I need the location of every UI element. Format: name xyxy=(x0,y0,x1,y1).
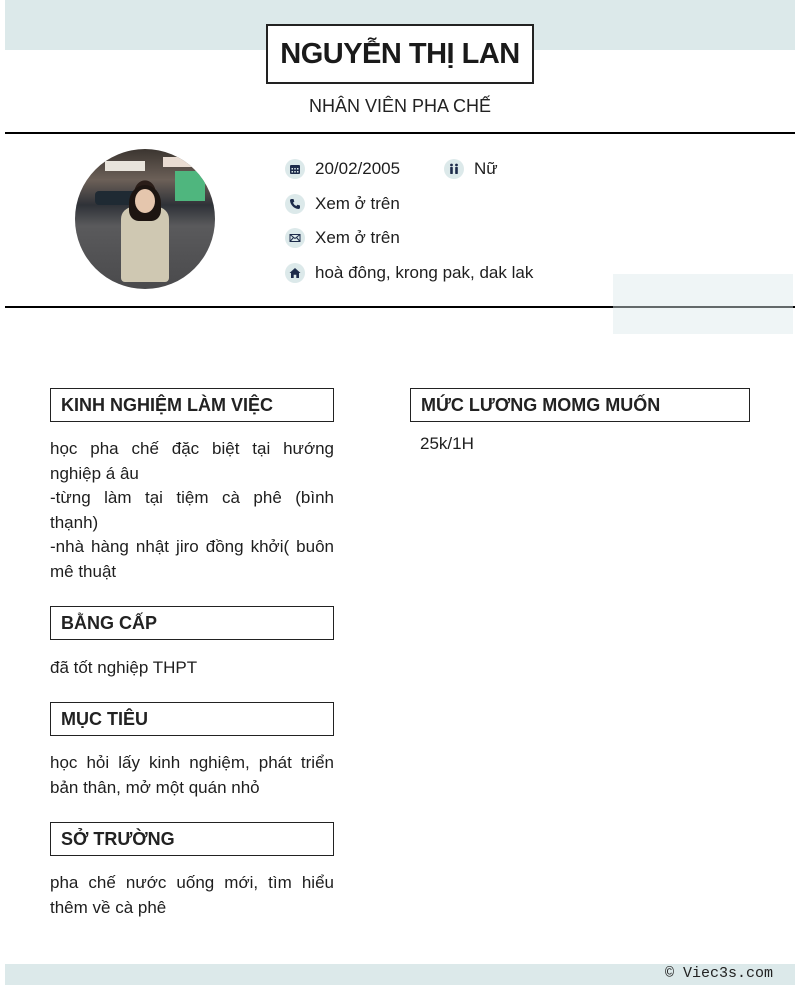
section-title-experience: KINH NGHIỆM LÀM VIỆC xyxy=(50,388,334,422)
decorative-overlay xyxy=(613,274,793,334)
section-body-strengths xyxy=(50,871,334,920)
phone-icon xyxy=(285,194,305,214)
info-address xyxy=(285,263,533,283)
objective-text: học hỏi lấy kinh nghiệm, phát triển bản thân, mở một quán nhỏ xyxy=(50,753,334,797)
section-body-education xyxy=(50,656,334,681)
footer-band xyxy=(5,964,795,985)
experience-line: học pha chế đặc biệt tại hướng nghiệp á âu xyxy=(50,439,334,483)
section-title-education: BẰNG CẤP xyxy=(50,606,334,640)
experience-line: -từng làm tại tiệm cà phê (bình thạnh) xyxy=(50,488,334,532)
email-value: Xem ở trên xyxy=(315,228,400,247)
photo-detail xyxy=(175,171,205,201)
info-phone xyxy=(285,194,400,214)
experience-line: -nhà hàng nhật jiro đồng khởi( buôn mê thuật xyxy=(50,537,334,581)
address-value: hoà đông, krong pak, dak lak xyxy=(315,263,534,282)
strengths-text: pha chế nước uống mới, tìm hiểu thêm về cà phê xyxy=(50,873,334,917)
gender-icon xyxy=(444,159,464,179)
info-email xyxy=(285,228,400,248)
section-body-objective xyxy=(50,751,334,800)
info-gender xyxy=(444,159,498,179)
home-icon xyxy=(285,263,305,283)
birthdate-value: 20/02/2005 xyxy=(315,159,401,178)
section-body-experience xyxy=(50,437,334,584)
section-body-salary xyxy=(420,432,740,457)
gender-value: Nữ xyxy=(474,159,498,178)
education-text: đã tốt nghiệp THPT xyxy=(50,658,198,677)
section-title-salary: MỨC LƯƠNG MOMG MUỐN xyxy=(410,388,750,422)
section-title-strengths: SỞ TRƯỜNG xyxy=(50,822,334,856)
envelope-icon xyxy=(285,228,305,248)
salary-text: 25k/1H xyxy=(420,434,474,453)
avatar xyxy=(75,149,215,289)
calendar-icon xyxy=(285,159,305,179)
info-birthdate xyxy=(285,159,400,179)
phone-value: Xem ở trên xyxy=(315,194,400,213)
name-box xyxy=(266,24,534,84)
photo-detail xyxy=(163,157,193,167)
divider-top xyxy=(5,132,795,134)
job-position: NHÂN VIÊN PHA CHẾ xyxy=(308,96,492,116)
photo-detail xyxy=(105,161,145,171)
candidate-name: NGUYỄN THỊ LAN xyxy=(280,37,520,70)
photo-detail xyxy=(135,189,155,213)
footer-copyright: © Viec3s.com xyxy=(664,965,773,982)
section-title-objective: MỤC TIÊU xyxy=(50,702,334,736)
